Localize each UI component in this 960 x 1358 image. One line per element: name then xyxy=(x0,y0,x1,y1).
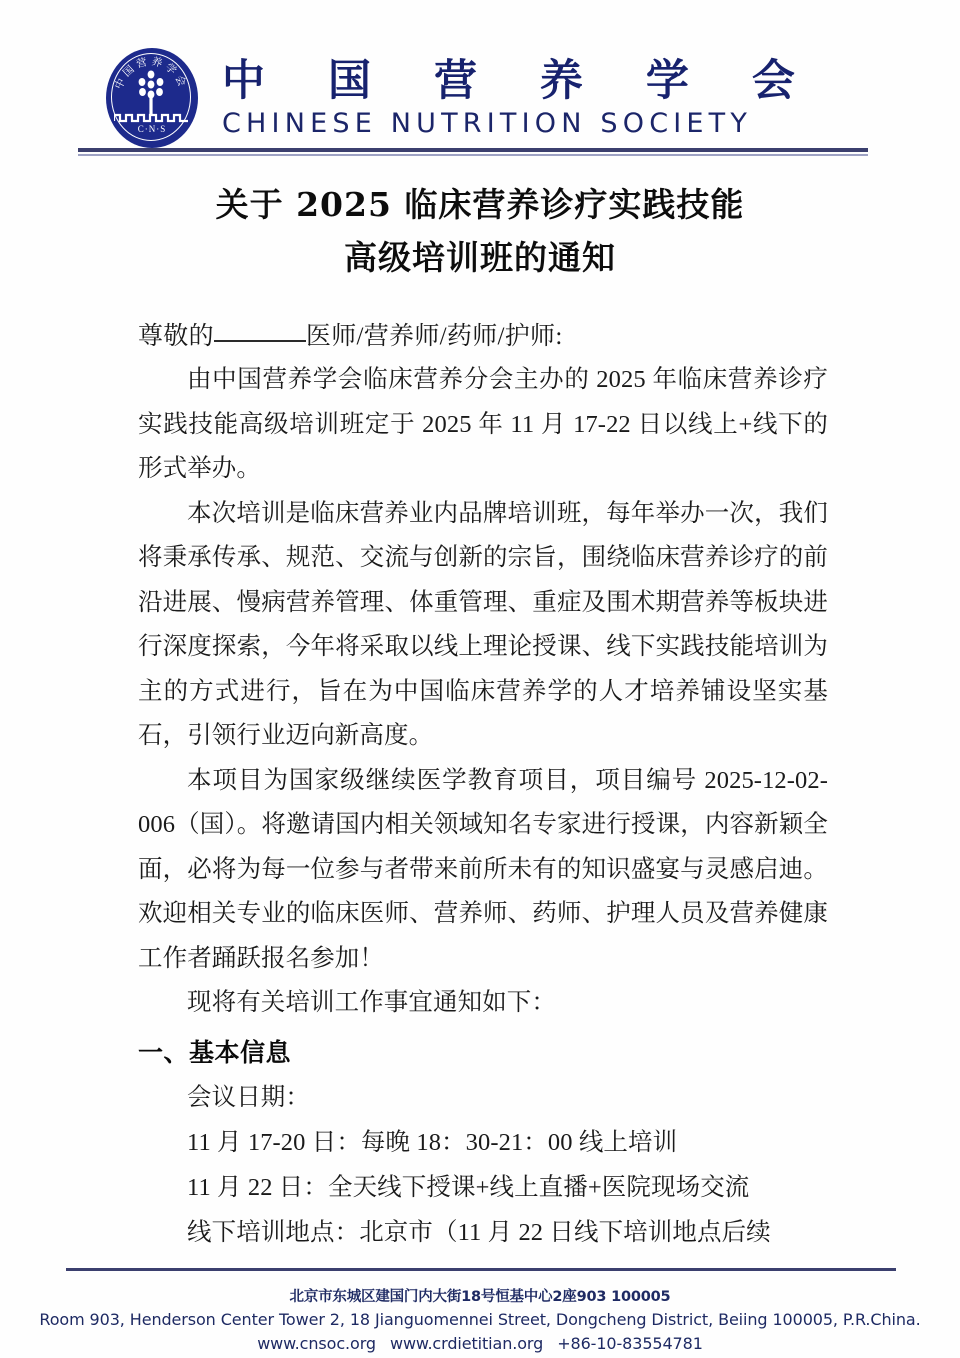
paragraph-1: 由中国营养学会临床营养分会主办的 2025 年临床营养诊疗实践技能高级培训班定于 2025 年 11 月 17-22 日以线上+线下的形式举办。 xyxy=(138,366,828,482)
paragraph-3: 本项目为国家级继续医学教育项目，项目编号 2025-12-02-006（国）。将邀请国内相关领域知名专家进行授课，内容新颖全面，必将为每一位参与者带来前所未有的知识盛宴与灵感启迪。欢迎相关专业的临床医师、营养师、药师、护理人员及营养健康工作者踊跃报名参加！ xyxy=(138,766,828,972)
footer-phone: +86-10-83554781 xyxy=(557,1334,703,1353)
cns-seal-logo-icon xyxy=(100,46,204,150)
footer-address-en: Room 903, Henderson Center Tower 2, 18 Jianguomennei Street, Dongcheng District, Beiing 100005, P.R.China. xyxy=(39,1310,921,1329)
section-line-online-schedule: 11 月 17-20 日：每晚 18：30-21：00 线上培训 xyxy=(187,1128,678,1156)
footer-address-cn: 北京市东城区建国门内大街18号恒基中心2座903 100005 xyxy=(289,1289,671,1305)
section-heading-basic-info: 一、基本信息 xyxy=(138,1037,292,1067)
document-body xyxy=(138,316,828,1255)
wave-pattern-icon xyxy=(114,112,188,124)
title-line-2: 高级培训班的通知 xyxy=(344,238,616,277)
letterhead xyxy=(0,40,960,155)
footer xyxy=(0,1286,960,1356)
section-line-onsite-schedule: 11 月 22 日：全天线下授课+线上直播+医院现场交流 xyxy=(187,1173,750,1201)
section-line-venue: 线下培训地点：北京市（11 月 22 日线下培训地点后续 xyxy=(187,1218,771,1246)
paragraph-4: 现将有关培训工作事宜通知如下： xyxy=(187,989,556,1016)
paragraph-2: 本次培训是临床营养业内品牌培训班，每年举办一次，我们将秉承传承、规范、交流与创新的宗旨，围绕临床营养诊疗的前沿进展、慢病营养管理、体重管理、重症及围术期营养等板块进行深度探索，今年将采取以线上理论授课、线下实践技能培训为主的方式进行，旨在为中国临床营养学的人才培养铺设坚实基石，引领行业迈向新高度。 xyxy=(138,499,828,749)
name-blank-field[interactable] xyxy=(214,340,306,342)
seal-abbrev-label: C·N·S xyxy=(137,123,167,134)
org-name-en: CHINESE NUTRITION SOCIETY xyxy=(222,108,753,139)
header-divider xyxy=(78,148,868,156)
wheat-motif-icon xyxy=(134,70,168,114)
salutation-suffix: 医师/营养师/药师/护师: xyxy=(305,323,563,350)
footer-website-cnsoc[interactable]: www.cnsoc.org xyxy=(257,1334,376,1353)
footer-contact-line xyxy=(0,1332,960,1356)
title-line-1: 关于 2025 临床营养诊疗实践技能 xyxy=(215,185,745,224)
section-line-meeting-date-label: 会议日期： xyxy=(187,1083,310,1111)
document-title xyxy=(0,178,960,284)
svg-text:中国营养学会: 中国营养学会 xyxy=(112,54,190,91)
footer-divider xyxy=(66,1268,896,1271)
footer-website-crdietitian[interactable]: www.crdietitian.org xyxy=(389,1334,544,1353)
salutation-prefix: 尊敬的 xyxy=(138,323,214,350)
org-name-cn: 中 国 营 养 学 会 xyxy=(222,56,819,106)
salutation xyxy=(138,316,828,358)
